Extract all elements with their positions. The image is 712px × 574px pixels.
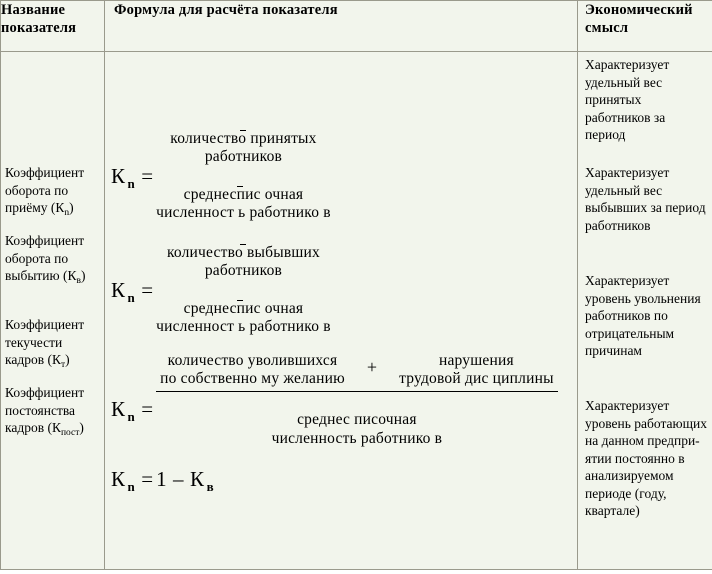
equals-sign: = bbox=[141, 467, 154, 491]
formula-right-side bbox=[156, 467, 215, 494]
formula-left-side bbox=[111, 397, 136, 425]
column-header-indicator-name: Название показателя bbox=[1, 1, 105, 52]
indicator-name-separation-turnover bbox=[5, 232, 103, 285]
denominator-line-2: численност ь работнико в bbox=[156, 204, 331, 222]
indicator-name-tail: ) bbox=[80, 268, 86, 284]
indicator-name-subscript: в bbox=[76, 276, 81, 287]
formula-staff-constancy bbox=[111, 467, 215, 494]
formula-left-side bbox=[111, 467, 136, 494]
economic-sense-hiring-turnover: Характеризует удельный вес принятых работников за период bbox=[585, 57, 670, 143]
numerator-left-term bbox=[160, 352, 345, 389]
numerator-left-line-2: по собственно му желанию bbox=[160, 370, 345, 388]
formula-symbol: К bbox=[111, 467, 126, 491]
numerator-right-term bbox=[399, 352, 554, 389]
numerator-right-line-2: трудовой дис циплины bbox=[399, 370, 554, 388]
formula-separation-turnover bbox=[111, 224, 331, 357]
denominator-line-1: среднес писочная bbox=[297, 411, 417, 429]
fraction-denominator bbox=[156, 278, 331, 355]
indicator-name-text: Коэффициент текучести кадров (К bbox=[5, 317, 85, 368]
numerator-line-1: количество принятых bbox=[170, 129, 317, 147]
formula-symbol-subscript: n bbox=[127, 409, 136, 425]
formula-right-value: 1 – К bbox=[156, 467, 205, 491]
equals-sign: = bbox=[141, 163, 154, 188]
indicator-name-subscript: n bbox=[64, 208, 70, 219]
equals-sign: = bbox=[141, 277, 154, 302]
indicator-name-subscript: пост bbox=[60, 428, 80, 439]
indicator-name-staff-turnover bbox=[5, 316, 103, 369]
indicator-name-text: Коэффициент постоянства кадров (К bbox=[5, 385, 85, 436]
indicator-name-tail: ) bbox=[65, 352, 70, 368]
numerator-right-line-1: нарушения bbox=[438, 352, 514, 369]
formula-hiring-turnover bbox=[111, 110, 331, 243]
numerator-left-line-1: количество уволившихся bbox=[167, 352, 338, 369]
numerator-line-2: работников bbox=[204, 148, 283, 166]
indicator-name-tail: ) bbox=[79, 420, 84, 436]
column-header-economic-sense: Экономический смысл bbox=[578, 1, 712, 52]
indicator-name-text: Коэффициент оборота по приёму (К bbox=[5, 165, 85, 216]
formula-staff-turnover bbox=[111, 352, 558, 468]
indicator-name-text: Коэффициент оборота по выбытию (К bbox=[5, 233, 85, 284]
indicator-name-subscript: т bbox=[60, 360, 66, 371]
formula-left-side bbox=[111, 277, 136, 305]
formula-symbol: К bbox=[111, 163, 126, 188]
denominator-line-1: среднеспис очная bbox=[183, 300, 304, 318]
indicator-names-cell bbox=[1, 52, 105, 570]
formula-symbol: К bbox=[111, 397, 126, 422]
denominator-line-1: среднеспис очная bbox=[183, 186, 304, 204]
fraction-denominator bbox=[156, 390, 558, 467]
equals-sign: = bbox=[141, 397, 154, 422]
numerator-line-1: количество выбывших bbox=[166, 243, 320, 261]
economic-sense-staff-constancy: Характеризует уровень работающих на данном предпри-ятии постоянно в анализируемом периоде (году, квартале) bbox=[585, 398, 707, 519]
fraction bbox=[156, 224, 331, 357]
indicator-name-tail: ) bbox=[69, 200, 74, 216]
formula-symbol-subscript: n bbox=[127, 289, 136, 305]
fraction-numerator bbox=[156, 352, 558, 392]
formula-right-subscript: в bbox=[206, 479, 215, 494]
indicator-name-staff-constancy bbox=[5, 384, 103, 437]
formula-symbol-subscript: n bbox=[127, 479, 136, 494]
economic-sense-separation-turnover: Характеризует удельный вес выбывших за период работников bbox=[585, 165, 706, 233]
table-body-row bbox=[1, 52, 712, 570]
formulas-cell bbox=[105, 52, 578, 570]
table-header-row bbox=[1, 1, 712, 52]
economic-sense-cell bbox=[578, 52, 712, 570]
column-header-formula: Формула для расчёта показателя bbox=[105, 1, 578, 52]
economic-sense-staff-turnover: Характеризует уровень увольнения работников по отрицательным причинам bbox=[585, 273, 701, 359]
formula-symbol: К bbox=[111, 277, 126, 302]
fraction bbox=[156, 352, 558, 468]
plus-sign: + bbox=[366, 357, 378, 378]
denominator-line-2: численност ь работнико в bbox=[156, 318, 331, 336]
indicator-name-hiring-turnover bbox=[5, 164, 103, 217]
denominator-line-2: численность работнико в bbox=[271, 429, 443, 447]
formula-symbol-subscript: n bbox=[127, 175, 136, 191]
numerator-line-2: работников bbox=[204, 262, 283, 280]
formula-left-side bbox=[111, 163, 136, 191]
